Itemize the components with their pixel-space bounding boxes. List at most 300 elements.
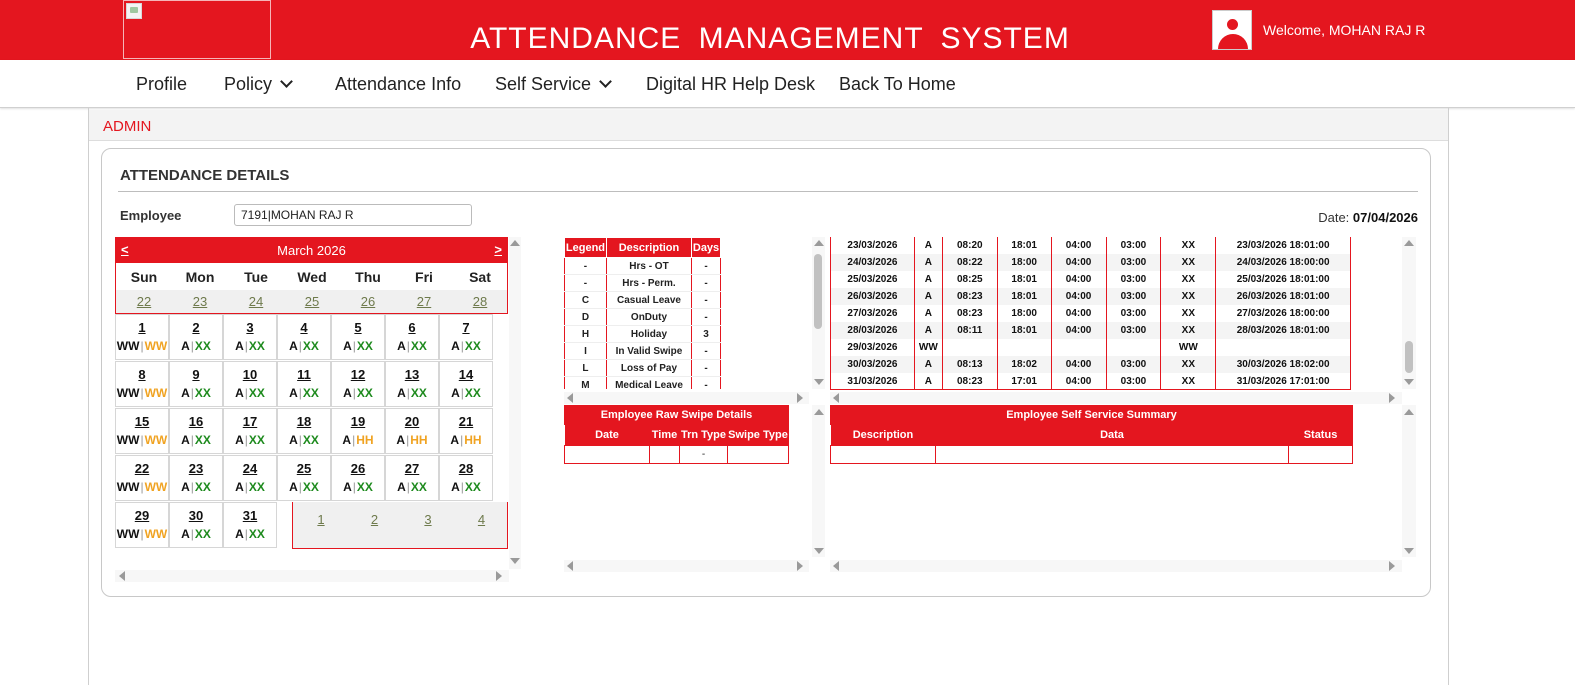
scroll-up-icon[interactable] — [510, 240, 520, 246]
calendar-day-cell[interactable] — [385, 361, 439, 407]
day-number[interactable]: 23 — [188, 461, 204, 476]
first-half-status: A — [235, 480, 244, 494]
attendance-cell: A — [914, 305, 942, 322]
chevron-down-icon — [599, 75, 612, 88]
legend-cell: - — [692, 275, 721, 292]
scroll-up-icon[interactable] — [814, 409, 824, 415]
calendar-day-cell[interactable] — [331, 361, 385, 407]
calendar-vertical-scrollbar[interactable] — [509, 237, 521, 569]
attendance-cell: 29/03/2026 — [831, 339, 915, 356]
day-status — [440, 339, 492, 353]
col-time: Time — [650, 425, 680, 445]
legend-row — [565, 360, 721, 377]
calendar-day-cell[interactable] — [385, 408, 439, 454]
second-half-status: XX — [248, 480, 265, 494]
scroll-down-icon[interactable] — [1404, 379, 1414, 385]
next-month-day[interactable]: 1 — [317, 512, 325, 527]
nav-attendance-info[interactable] — [335, 74, 461, 95]
col-trn-type: Trn Type — [680, 425, 728, 445]
scroll-right-icon[interactable] — [797, 561, 803, 571]
legend-row — [565, 326, 721, 343]
app-header — [0, 0, 1575, 60]
day-number[interactable]: 13 — [404, 367, 420, 382]
calendar-day-cell[interactable] — [223, 455, 277, 501]
day-status — [116, 527, 168, 541]
scroll-right-icon[interactable] — [797, 393, 803, 403]
previous-month-day[interactable]: 25 — [304, 294, 320, 309]
previous-month-day[interactable]: 23 — [192, 294, 208, 309]
legend-horizontal-scrollbar[interactable] — [564, 392, 809, 404]
scroll-right-icon[interactable] — [1389, 393, 1395, 403]
second-half-status: XX — [464, 386, 481, 400]
first-half-status: A — [396, 433, 406, 447]
scroll-left-icon[interactable] — [567, 561, 573, 571]
breadcrumb-admin: ADMIN — [103, 118, 152, 135]
attendance-cell: 03:00 — [1106, 237, 1161, 254]
attendance-cell: 04:00 — [1051, 305, 1106, 322]
attendance-cell: 23/03/2026 — [831, 237, 915, 254]
attendance-cell: A — [914, 373, 942, 389]
first-half-status: A — [289, 433, 298, 447]
status-separator: | — [352, 386, 356, 400]
day-number[interactable]: 31 — [242, 508, 258, 523]
attendance-cell — [1051, 339, 1106, 356]
next-month-day[interactable]: 4 — [477, 512, 486, 527]
self-service-summary — [830, 405, 1353, 464]
calendar-day-cell[interactable] — [169, 408, 223, 454]
status-separator: | — [460, 339, 464, 353]
attendance-cell: A — [914, 237, 942, 254]
legend-row — [565, 309, 721, 326]
legend-cell: - — [692, 377, 721, 390]
status-separator: | — [244, 386, 248, 400]
legend-row — [565, 292, 721, 309]
legend-cell: - — [692, 258, 721, 275]
day-number[interactable]: 17 — [242, 414, 258, 429]
status-separator: | — [298, 386, 302, 400]
calendar-day-cell[interactable] — [277, 455, 331, 501]
attendance-row — [831, 254, 1351, 271]
attendance-vertical-scrollbar[interactable] — [1402, 237, 1416, 389]
table-row — [565, 445, 789, 463]
day-number[interactable]: 8 — [138, 367, 146, 382]
day-status — [278, 386, 330, 400]
attendance-cell: 04:00 — [1051, 254, 1106, 271]
attendance-cell: 04:00 — [1051, 288, 1106, 305]
day-number[interactable]: 12 — [350, 367, 366, 382]
next-month-day[interactable]: 3 — [424, 512, 432, 527]
attendance-cell: 30/03/2026 18:02:00 — [1216, 356, 1351, 373]
first-half-status: A — [235, 433, 244, 447]
nav-profile-label: Profile — [136, 74, 188, 94]
day-status — [116, 386, 168, 400]
day-status — [386, 480, 438, 494]
table-cell — [936, 445, 1289, 463]
attendance-row — [831, 373, 1351, 389]
scroll-left-icon[interactable] — [833, 393, 839, 403]
weekday-label: Sat — [469, 269, 491, 285]
attendance-cell: 08:22 — [942, 254, 997, 271]
date-display — [1318, 210, 1418, 225]
previous-month-day[interactable]: 28 — [472, 294, 488, 309]
calendar-day-cell[interactable] — [331, 408, 385, 454]
day-status — [278, 339, 330, 353]
day-number[interactable]: 25 — [296, 461, 312, 476]
scroll-left-icon[interactable] — [833, 561, 839, 571]
day-number[interactable]: 28 — [458, 461, 474, 476]
status-separator: | — [190, 527, 194, 541]
day-number[interactable]: 7 — [462, 320, 470, 335]
legend-row — [565, 343, 721, 360]
table-cell — [565, 445, 650, 463]
status-separator: | — [140, 339, 144, 353]
second-half-status: WW — [144, 480, 168, 494]
attendance-cell: 08:23 — [942, 305, 997, 322]
calendar-day-cell[interactable] — [169, 502, 223, 548]
raw-swipe-table — [564, 425, 789, 464]
day-number[interactable]: 14 — [458, 367, 474, 382]
calendar-day-cell[interactable] — [115, 502, 169, 548]
day-status — [170, 480, 222, 494]
attendance-cell: A — [914, 356, 942, 373]
nav-back-to-home[interactable] — [839, 74, 956, 95]
nav-back-to-home-label: Back To Home — [839, 74, 956, 94]
day-status — [170, 339, 222, 353]
first-half-status: A — [451, 480, 460, 494]
scroll-right-icon[interactable] — [1389, 561, 1395, 571]
legend-cell: H — [565, 326, 607, 343]
table-cell — [728, 445, 789, 463]
weekday-label: Tue — [244, 269, 268, 285]
first-half-status: WW — [116, 480, 140, 494]
scroll-up-icon[interactable] — [1404, 409, 1414, 415]
day-number[interactable]: 2 — [192, 320, 200, 335]
first-half-status: A — [289, 480, 298, 494]
legend-cell: D — [565, 309, 607, 326]
self-service-vertical-scrollbar[interactable] — [1402, 405, 1416, 557]
attendance-cell: A — [914, 254, 942, 271]
scroll-down-icon[interactable] — [510, 558, 520, 564]
scroll-thumb[interactable] — [1405, 341, 1413, 373]
attendance-cell: 03:00 — [1106, 373, 1161, 389]
second-half-status: HH — [410, 433, 428, 447]
table-cell — [1289, 445, 1353, 463]
legend-cell: - — [565, 258, 607, 275]
status-separator: | — [244, 339, 248, 353]
status-separator: | — [190, 480, 194, 494]
previous-month-day[interactable]: 22 — [136, 294, 152, 309]
second-half-status: WW — [144, 527, 168, 541]
day-number[interactable]: 29 — [134, 508, 150, 523]
second-half-status: XX — [410, 386, 427, 400]
calendar-day-cell[interactable] — [439, 314, 493, 360]
day-number[interactable]: 19 — [350, 414, 366, 429]
first-half-status: A — [451, 386, 460, 400]
self-service-header-row — [831, 425, 1353, 445]
legend-row — [565, 377, 721, 390]
attendance-cell: 08:11 — [942, 322, 997, 339]
panel-title: ATTENDANCE DETAILS — [120, 167, 290, 184]
second-half-status: XX — [302, 339, 319, 353]
day-number[interactable]: 5 — [354, 320, 362, 335]
first-half-status: A — [450, 433, 460, 447]
first-half-status: A — [289, 386, 298, 400]
attendance-cell: XX — [1161, 305, 1216, 322]
day-number[interactable]: 30 — [188, 508, 204, 523]
weekday-label: Wed — [297, 269, 327, 285]
calendar-day-cell[interactable] — [223, 502, 277, 548]
attendance-cell: 26/03/2026 — [831, 288, 915, 305]
status-separator: | — [190, 339, 194, 353]
table-cell — [650, 445, 680, 463]
day-status — [386, 339, 438, 353]
first-half-status: A — [181, 386, 190, 400]
day-status — [332, 339, 384, 353]
calendar-day-cell[interactable] — [115, 455, 169, 501]
second-half-status: XX — [194, 527, 211, 541]
calendar-day-cell[interactable] — [277, 408, 331, 454]
attendance-cell: 03:00 — [1106, 322, 1161, 339]
logo-image — [123, 0, 271, 59]
day-number[interactable]: 21 — [458, 414, 474, 429]
first-half-status: A — [235, 527, 244, 541]
attendance-horizontal-scrollbar[interactable] — [830, 392, 1402, 404]
raw-swipe-vertical-scrollbar[interactable] — [812, 405, 825, 557]
weekday-label: Thu — [355, 269, 381, 285]
previous-month-day[interactable]: 24 — [248, 294, 264, 309]
legend-cell: C — [565, 292, 607, 309]
attendance-cell: 08:23 — [942, 288, 997, 305]
scroll-up-icon[interactable] — [814, 240, 824, 246]
day-number[interactable]: 1 — [138, 320, 146, 335]
legend-cell: Hrs - OT — [606, 258, 691, 275]
first-half-status: A — [235, 339, 244, 353]
day-number[interactable]: 15 — [134, 414, 150, 429]
calendar-day-cell[interactable] — [331, 314, 385, 360]
day-status — [440, 433, 492, 447]
second-half-status: XX — [194, 480, 211, 494]
first-half-status: WW — [116, 433, 140, 447]
legend-cell: - — [692, 292, 721, 309]
day-number[interactable]: 24 — [242, 461, 258, 476]
day-number[interactable]: 20 — [404, 414, 420, 429]
calendar-day-cell[interactable] — [331, 455, 385, 501]
attendance-row — [831, 305, 1351, 322]
attendance-cell: 23/03/2026 18:01:00 — [1216, 237, 1351, 254]
first-half-status: A — [343, 339, 352, 353]
day-status — [278, 480, 330, 494]
attendance-cell: 30/03/2026 — [831, 356, 915, 373]
scroll-left-icon[interactable] — [119, 571, 125, 581]
first-half-status: A — [235, 386, 244, 400]
breadcrumb — [89, 110, 1448, 141]
attendance-cell: A — [914, 271, 942, 288]
self-service-horizontal-scrollbar[interactable] — [830, 560, 1402, 572]
calendar-header — [115, 237, 508, 263]
previous-month-day[interactable]: 27 — [416, 294, 432, 309]
day-number[interactable]: 16 — [188, 414, 204, 429]
status-separator: | — [352, 433, 356, 447]
attendance-cell: 18:00 — [997, 305, 1051, 322]
attendance-cell: 08:13 — [942, 356, 997, 373]
first-half-status: A — [289, 339, 298, 353]
day-number[interactable]: 27 — [404, 461, 420, 476]
first-half-status: WW — [116, 339, 140, 353]
attendance-cell: XX — [1161, 322, 1216, 339]
calendar-horizontal-scrollbar[interactable] — [115, 570, 509, 582]
status-separator: | — [140, 527, 144, 541]
calendar-day-cell[interactable] — [169, 455, 223, 501]
status-separator: | — [298, 480, 302, 494]
attendance-cell: 17:01 — [997, 373, 1051, 389]
first-half-status: A — [397, 386, 406, 400]
status-separator: | — [460, 386, 464, 400]
legend-cell: Loss of Pay — [606, 360, 691, 377]
second-half-status: XX — [356, 339, 373, 353]
day-number[interactable]: 6 — [408, 320, 416, 335]
divider — [830, 389, 1351, 390]
nav-policy[interactable] — [224, 74, 291, 95]
user-avatar-icon[interactable] — [1212, 10, 1252, 50]
attendance-cell: 24/03/2026 18:00:00 — [1216, 254, 1351, 271]
date-value: 07/04/2026 — [1352, 210, 1418, 225]
weekday-label: Fri — [415, 269, 433, 285]
first-half-status: A — [181, 527, 190, 541]
next-month-button[interactable]: > — [494, 242, 502, 257]
scroll-down-icon[interactable] — [1404, 548, 1414, 554]
col-status: Status — [1289, 425, 1353, 445]
previous-month-day[interactable]: 26 — [360, 294, 376, 309]
attendance-cell: 03:00 — [1106, 271, 1161, 288]
legend-column-header: Legend — [565, 238, 607, 258]
legend-column-header: Description — [606, 238, 691, 258]
self-service-table — [830, 425, 1353, 464]
first-half-status: A — [181, 480, 190, 494]
status-separator: | — [244, 527, 248, 541]
next-month-day[interactable]: 2 — [370, 512, 379, 527]
scroll-down-icon[interactable] — [814, 379, 824, 385]
nav-profile[interactable] — [136, 74, 187, 95]
col-data: Data — [936, 425, 1289, 445]
calendar-day-cell[interactable] — [223, 314, 277, 360]
scroll-right-icon[interactable] — [496, 571, 502, 581]
second-half-status: XX — [194, 386, 211, 400]
attendance-cell: 18:00 — [997, 254, 1051, 271]
calendar-day-cell[interactable] — [385, 455, 439, 501]
scroll-down-icon[interactable] — [814, 548, 824, 554]
table-row — [831, 445, 1353, 463]
prev-month-button[interactable]: < — [121, 242, 129, 257]
calendar-day-cell[interactable] — [169, 314, 223, 360]
employee-input[interactable] — [234, 204, 472, 226]
day-number[interactable]: 22 — [134, 461, 150, 476]
nav-digital-hr-label: Digital HR Help Desk — [646, 74, 816, 94]
attendance-cell: XX — [1161, 254, 1216, 271]
calendar-day-cell[interactable] — [115, 408, 169, 454]
day-number[interactable]: 9 — [192, 367, 200, 382]
weekday-label: Mon — [185, 269, 215, 285]
raw-swipe-title: Employee Raw Swipe Details — [564, 405, 789, 425]
attendance-cell: XX — [1161, 271, 1216, 288]
calendar-day-cell[interactable] — [439, 408, 493, 454]
day-number[interactable]: 11 — [297, 367, 311, 382]
day-status — [386, 433, 438, 447]
weekday-header-row — [115, 263, 508, 290]
second-half-status: WW — [144, 339, 168, 353]
status-separator: | — [298, 339, 302, 353]
calendar-day-cell[interactable] — [223, 408, 277, 454]
attendance-cell: XX — [1161, 237, 1216, 254]
legend-row — [565, 258, 721, 275]
legend-table — [564, 237, 721, 389]
self-service-title: Employee Self Service Summary — [830, 405, 1353, 425]
col-description: Description — [831, 425, 936, 445]
attendance-cell: 03:00 — [1106, 305, 1161, 322]
attendance-cell: 04:00 — [1051, 271, 1106, 288]
calendar-day-cell[interactable] — [223, 361, 277, 407]
calendar-day-cell[interactable] — [277, 361, 331, 407]
app-title: ATTENDANCE MANAGEMENT SYSTEM — [470, 22, 1070, 55]
main-nav — [0, 60, 1575, 108]
calendar-day-cell[interactable] — [385, 314, 439, 360]
calendar-day-cell[interactable] — [439, 361, 493, 407]
second-half-status: XX — [248, 339, 265, 353]
weekday-label: Sun — [130, 269, 158, 285]
day-number[interactable]: 10 — [242, 367, 258, 382]
status-separator: | — [244, 480, 248, 494]
legend-cell: - — [692, 309, 721, 326]
scroll-thumb[interactable] — [814, 254, 822, 329]
calendar-day-cell[interactable] — [115, 314, 169, 360]
nav-self-service[interactable] — [495, 74, 610, 95]
calendar-day-cell[interactable] — [115, 361, 169, 407]
attendance-cell: 04:00 — [1051, 237, 1106, 254]
calendar-day-cell[interactable] — [439, 455, 493, 501]
nav-self-service-label: Self Service — [495, 74, 592, 94]
attendance-row — [831, 322, 1351, 339]
day-status — [332, 386, 384, 400]
attendance-cell: WW — [1161, 339, 1216, 356]
day-number[interactable]: 26 — [350, 461, 366, 476]
attendance-cell: 03:00 — [1106, 254, 1161, 271]
attendance-cell: 28/03/2026 18:01:00 — [1216, 322, 1351, 339]
nav-digital-hr-help-desk[interactable] — [646, 74, 815, 95]
raw-swipe-horizontal-scrollbar[interactable] — [564, 560, 809, 572]
scroll-up-icon[interactable] — [1404, 240, 1414, 246]
scroll-left-icon[interactable] — [567, 393, 573, 403]
status-separator: | — [140, 480, 144, 494]
first-half-status: WW — [116, 386, 140, 400]
day-number[interactable]: 3 — [246, 320, 254, 335]
attendance-cell: XX — [1161, 356, 1216, 373]
second-half-status: XX — [248, 386, 265, 400]
raw-swipe-details — [564, 405, 789, 464]
attendance-cell: 08:23 — [942, 373, 997, 389]
calendar-day-cell[interactable] — [277, 314, 331, 360]
second-half-status: XX — [464, 339, 481, 353]
legend-vertical-scrollbar[interactable] — [812, 237, 825, 389]
day-number[interactable]: 18 — [296, 414, 312, 429]
legend-cell: In Valid Swipe — [606, 343, 691, 360]
calendar-day-cell[interactable] — [169, 361, 223, 407]
legend-cell: Holiday — [606, 326, 691, 343]
legend-cell: OnDuty — [606, 309, 691, 326]
legend-cell: 3 — [692, 326, 721, 343]
chevron-down-icon — [280, 75, 293, 88]
day-number[interactable]: 4 — [300, 320, 308, 335]
attendance-row — [831, 339, 1351, 356]
divider — [118, 191, 1418, 192]
